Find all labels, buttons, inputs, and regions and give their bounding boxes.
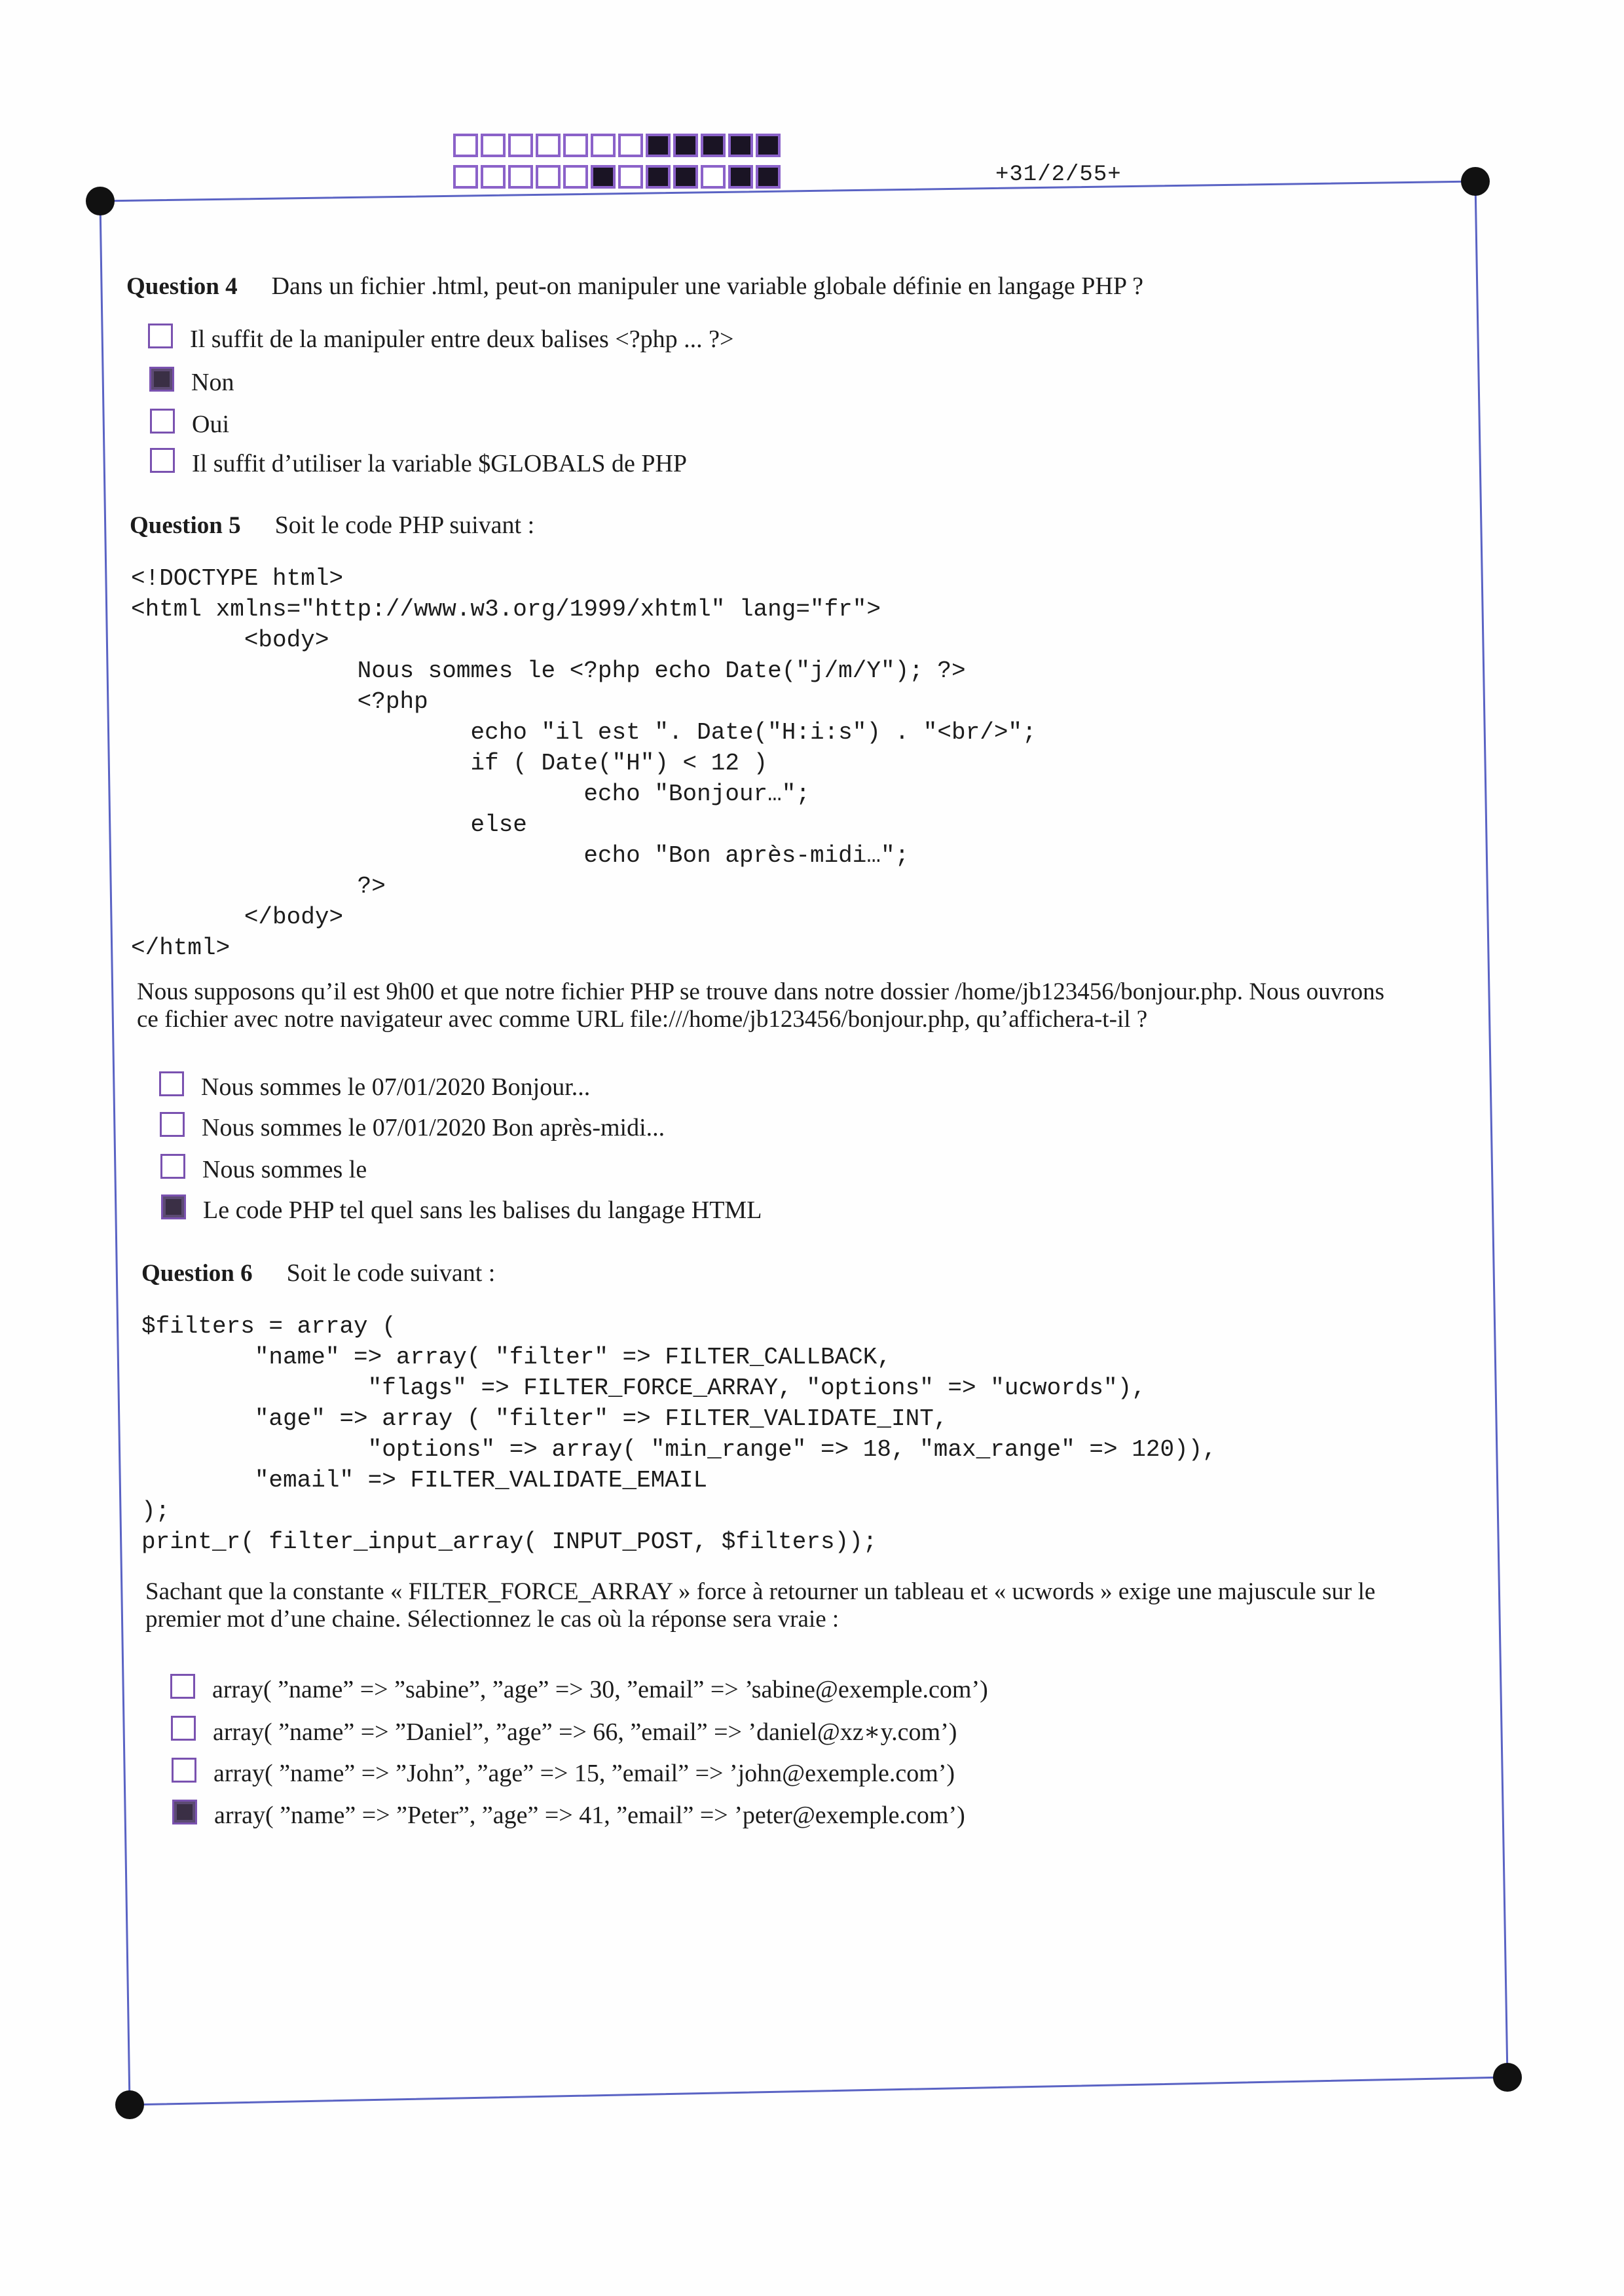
q6-option-1-label: array( ”name” => ”sabine”, ”age” => 30, ”email” => ’sabine@exemple.com’) xyxy=(212,1676,988,1703)
question-5-context xyxy=(137,978,1486,1033)
page-id-bit xyxy=(646,165,671,189)
page-code: +31/2/55+ xyxy=(995,162,1122,187)
q6-option-2-checkbox[interactable] xyxy=(171,1716,196,1741)
question-5-code-line: ?> xyxy=(131,873,386,900)
q4-option-1-checkbox[interactable] xyxy=(148,324,173,348)
q4-option-2-checkbox[interactable] xyxy=(149,367,174,392)
question-5-code-line: </html> xyxy=(131,935,231,961)
corner-marker-bottom-left xyxy=(115,2090,144,2119)
q6-option-4-label: array( ”name” => ”Peter”, ”age” => 41, ”email” => ’peter@exemple.com’) xyxy=(214,1802,965,1829)
question-6-code-line: "age" => array ( "filter" => FILTER_VALIDATE_INT, xyxy=(141,1405,948,1432)
question-6-context xyxy=(145,1578,1494,1633)
question-5-code-line: Nous sommes le <?php echo Date("j/m/Y"); ?> xyxy=(131,657,966,684)
page-id-bit xyxy=(673,134,698,157)
page-id-bit xyxy=(481,165,506,189)
question-4-text: Dans un fichier .html, peut-on manipuler une variable globale définie en langage PHP ? xyxy=(271,272,1143,300)
page-id-bit xyxy=(756,165,781,189)
question-6-code-line: "name" => array( "filter" => FILTER_CALLBACK, xyxy=(141,1344,891,1371)
q5-option-1-label: Nous sommes le 07/01/2020 Bonjour... xyxy=(201,1073,591,1101)
question-4 xyxy=(126,272,1143,301)
q5-option-4-label: Le code PHP tel quel sans les balises du langage HTML xyxy=(203,1196,762,1224)
page-id-bit xyxy=(591,165,616,189)
page-id-bit xyxy=(618,134,643,157)
question-6-code-line: "flags" => FILTER_FORCE_ARRAY, "options" => "ucwords"), xyxy=(141,1375,1146,1401)
page-id-bits-row-2 xyxy=(453,165,781,189)
question-5-code-line: <?php xyxy=(131,688,428,715)
question-5-text: Soit le code PHP suivant : xyxy=(274,511,535,539)
corner-marker-top-left xyxy=(86,187,115,215)
q6-option-1-checkbox[interactable] xyxy=(170,1674,195,1699)
page-id-bit xyxy=(728,165,753,189)
page-id-bit xyxy=(618,165,643,189)
question-5-code-line: if ( Date("H") < 12 ) xyxy=(131,750,768,777)
page-id-bits-row-1 xyxy=(453,134,781,157)
question-6-text: Soit le code suivant : xyxy=(286,1259,496,1287)
question-6-context-line-2: premier mot d’une chaine. Sélectionnez le cas où la réponse sera vraie : xyxy=(145,1606,840,1633)
q5-option-3-checkbox[interactable] xyxy=(160,1154,185,1179)
q6-option-2-label: array( ”name” => ”Daniel”, ”age” => 66, ”email” => ’daniel@xz∗y.com’) xyxy=(213,1718,957,1746)
question-5-code-line: <!DOCTYPE html> xyxy=(131,565,344,592)
question-5-code-line: else xyxy=(131,811,527,838)
question-5-code xyxy=(131,563,1037,963)
page-id-bit xyxy=(481,134,506,157)
question-5 xyxy=(130,511,534,540)
q5-option-4-checkbox[interactable] xyxy=(161,1194,186,1219)
q4-option-4-checkbox[interactable] xyxy=(150,448,175,473)
page-id-bit xyxy=(563,165,588,189)
q5-option-2-checkbox[interactable] xyxy=(160,1112,185,1137)
q4-option-1-label: Il suffit de la manipuler entre deux balises <?php ... ?> xyxy=(190,325,734,353)
question-5-code-line: <html xmlns="http://www.w3.org/1999/xhtml" lang="fr"> xyxy=(131,596,881,623)
page-id-bit xyxy=(453,165,478,189)
q5-option-1-checkbox[interactable] xyxy=(159,1071,184,1096)
q5-option-2-label: Nous sommes le 07/01/2020 Bon après-midi... xyxy=(202,1114,665,1141)
question-4-label: Question 4 xyxy=(126,273,238,300)
q6-option-3-checkbox[interactable] xyxy=(172,1758,196,1783)
page-id-bit xyxy=(701,165,726,189)
q6-option-4-checkbox[interactable] xyxy=(172,1800,197,1824)
question-5-code-line: echo "il est ". Date("H:i:s") . "<br/>"; xyxy=(131,719,1037,746)
question-6-code-line: "email" => FILTER_VALIDATE_EMAIL xyxy=(141,1467,708,1494)
question-5-context-line-2: ce fichier avec notre navigateur avec comme URL file:///home/jb123456/bonjour.php, qu’affichera-t-il ? xyxy=(137,1006,1148,1033)
corner-marker-top-right xyxy=(1461,167,1490,196)
page-id-bit xyxy=(673,165,698,189)
q4-option-4-label: Il suffit d’utiliser la variable $GLOBALS de PHP xyxy=(192,450,688,477)
q6-option-3-label: array( ”name” => ”John”, ”age” => 15, ”email” => ’john@exemple.com’) xyxy=(213,1760,955,1787)
page-id-bit xyxy=(453,134,478,157)
page-id-bit xyxy=(728,134,753,157)
question-6-code-line: "options" => array( "min_range" => 18, "max_range" => 120)), xyxy=(141,1436,1217,1463)
page-id-bit xyxy=(563,134,588,157)
q5-option-3-label: Nous sommes le xyxy=(202,1156,367,1183)
question-5-code-line: echo "Bon après-midi…"; xyxy=(131,842,910,869)
q4-option-2-label: Non xyxy=(191,369,234,396)
question-6-context-line-1: Sachant que la constante « FILTER_FORCE_ARRAY » force à retourner un tableau et « ucwords » exige une majuscule sur le xyxy=(145,1578,1376,1605)
question-6-code xyxy=(141,1311,1217,1557)
page-id-bit xyxy=(508,134,533,157)
corner-marker-bottom-right xyxy=(1493,2063,1522,2092)
question-5-context-line-1: Nous supposons qu’il est 9h00 et que notre fichier PHP se trouve dans notre dossier /home/jb123456/bonjour.php. Nous ouvrons xyxy=(137,978,1384,1005)
question-5-label: Question 5 xyxy=(130,512,241,539)
page-id-bit xyxy=(591,134,616,157)
question-6-code-line: $filters = array ( xyxy=(141,1313,396,1340)
page-id-bit xyxy=(701,134,726,157)
question-6-label: Question 6 xyxy=(141,1260,253,1287)
question-6-code-line: ); xyxy=(141,1498,170,1525)
page-id-bit xyxy=(536,165,561,189)
page-id-bit xyxy=(756,134,781,157)
page-id-bit xyxy=(508,165,533,189)
q4-option-3-label: Oui xyxy=(192,411,229,438)
question-5-code-line: </body> xyxy=(131,904,344,931)
question-5-code-line: echo "Bonjour…"; xyxy=(131,781,810,807)
q4-option-3-checkbox[interactable] xyxy=(150,409,175,434)
question-6-code-line: print_r( filter_input_array( INPUT_POST, $filters)); xyxy=(141,1528,877,1555)
question-6 xyxy=(141,1259,495,1287)
page-id-bit xyxy=(536,134,561,157)
question-5-code-line: <body> xyxy=(131,627,329,654)
page-id-bit xyxy=(646,134,671,157)
